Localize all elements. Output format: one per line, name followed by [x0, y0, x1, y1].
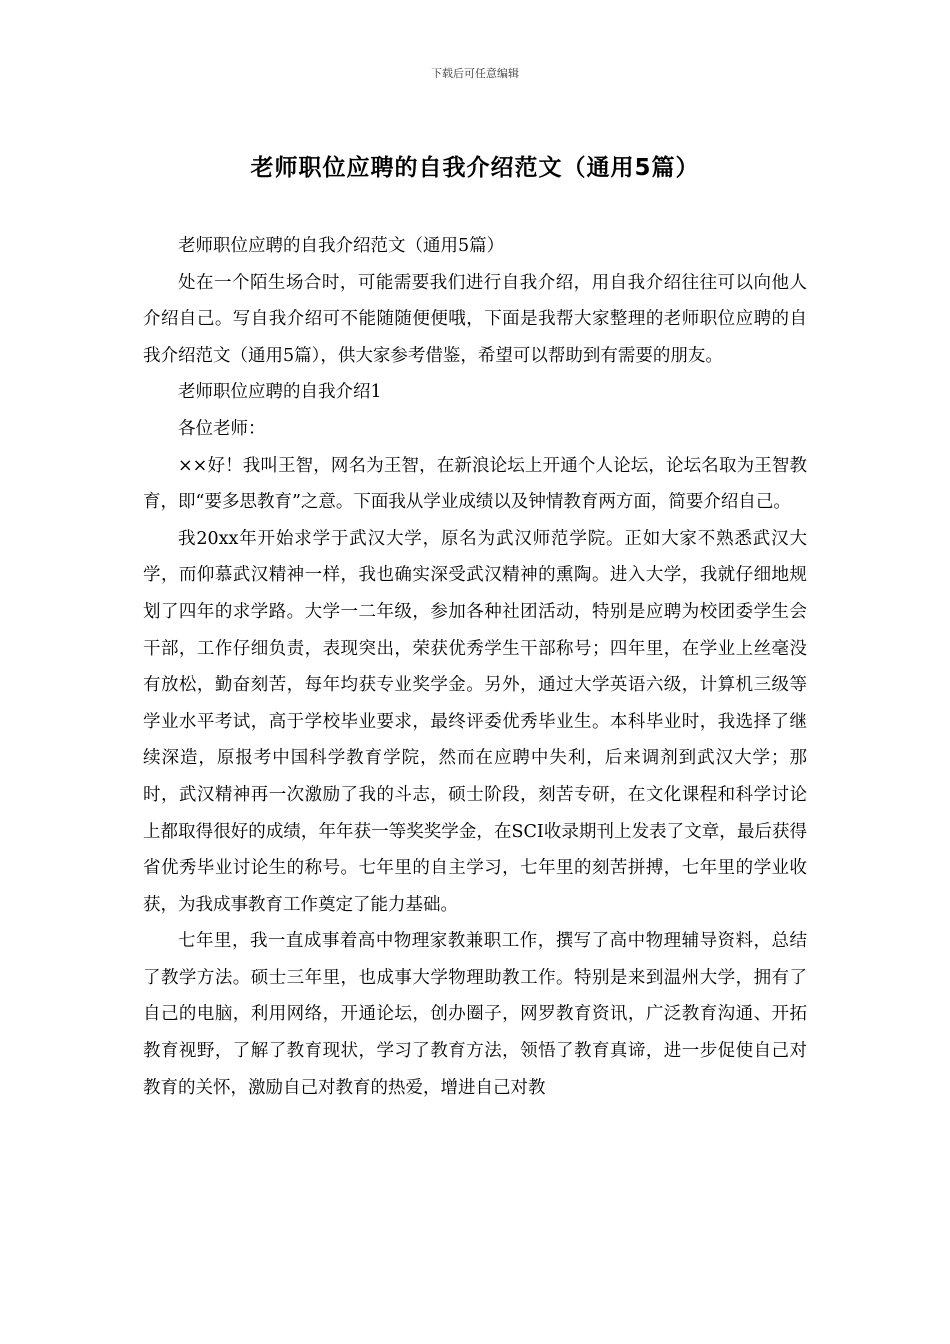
header-note: 下载后可任意编辑	[431, 67, 519, 80]
paragraph-greeting: ××好！我叫王智，网名为王智，在新浪论坛上开通个人论坛，论坛名取为王智教育，即“要多思教育”之意。下面我从学业成绩以及钟情教育两方面，简要介绍自己。	[143, 455, 807, 513]
paragraph-education: 我20xx年开始求学于武汉大学，原名为武汉师范学院。正如大家不熟悉武汉大学，而仰慕武汉精神一样，我也确实深受武汉精神的熏陶。进入大学，我就仔细地规划了四年的求学路。大学一二年级，参加各种社团活动，特别是应聘为校团委学生会干部，工作仔细负责，表现突出，荣获优秀学生干部称号；四年里，在学业上丝毫没有放松，勤奋刻苦，每年均获专业奖学金。另外，通过大学英语六级，计算机三级等学业水平考试，高于学校毕业要求，最终评委优秀毕业生。本科毕业时，我选择了继续深造，原报考中国科学教育学院，然而在应聘中失利，后来调剂到武汉大学；那时，武汉精神再一次激励了我的斗志，硕士阶段，刻苦专研，在文化课程和科学讨论上都取得很好的成绩，年年获一等奖奖学金，在SCI收录期刊上发表了文章，最后获得省优秀毕业讨论生的称号。七年里的自主学习，七年里的刻苦拼搏，七年里的学业收获，为我成事教育工作奠定了能力基础。	[143, 528, 807, 915]
paragraph-section-heading: 老师职位应聘的自我介绍1	[178, 382, 382, 403]
paragraph-intro: 处在一个陌生场合时，可能需要我们进行自我介绍，用自我介绍往往可以向他人介绍自己。写自我介绍可不能随随便便哦，下面是我帮大家整理的老师职位应聘的自我介绍范文（通用5篇），供大家参考借鉴，希望可以帮助到有需要的朋友。	[143, 272, 807, 366]
document-body	[143, 228, 807, 1106]
paragraph-teaching: 七年里，我一直成事着高中物理家教兼职工作，撰写了高中物理辅导资料，总结了教学方法。硕士三年里，也成事大学物理助教工作。特别是来到温州大学，拥有了自己的电脑，利用网络，开通论坛，创办圈子，网罗教育资讯，广泛教育沟通、开拓教育视野，了解了教育现状，学习了教育方法，领悟了教育真谛，进一步促使自己对教育的关怀，激励自己对教育的热爱，增进自己对教	[143, 931, 807, 1098]
paragraph-subtitle: 老师职位应聘的自我介绍范文（通用5篇）	[178, 236, 505, 256]
paragraph-salutation: 各位老师：	[178, 418, 266, 439]
document-title: 老师职位应聘的自我介绍范文（通用5篇）	[250, 155, 700, 181]
